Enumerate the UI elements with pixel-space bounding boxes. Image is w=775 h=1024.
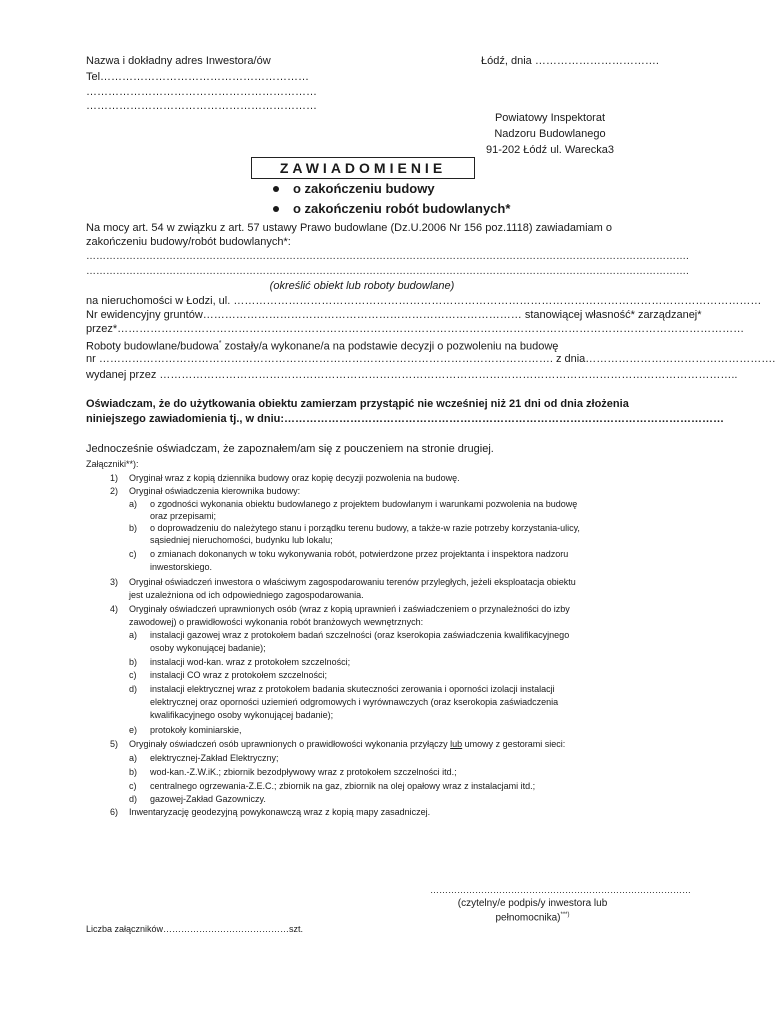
attachment-item-2b-line-2: sąsiedniej nieruchomości, budynku lub lokalu; — [150, 535, 333, 545]
object-dots-line-2: ………………………………………………………………………………………………………………………………………………………………. — [86, 266, 689, 277]
sub-item-letter: a) — [129, 630, 138, 640]
sub-item-letter: e) — [129, 725, 138, 735]
investor-name-label: Nazwa i dokładny adres Inwestora/ów — [86, 55, 271, 67]
intro-line-1: Na mocy art. 54 w związku z art. 57 ustawy Prawo budowlane (Dz.U.2006 Nr 156 poz.1118) zawiadamiam o — [86, 222, 612, 234]
addressee-line-1: Powiatowy Inspektorat — [494, 112, 606, 124]
attachment-item-5a: elektrycznej-Zakład Elektryczny; — [150, 753, 279, 763]
attachment-item-5-or: lub — [450, 739, 463, 749]
attachment-item-4a-line-1: instalacji gazowej wraz z protokołem badań szczelności (oraz kserokopia zaświadczenia kwalifikacyjnego — [150, 630, 570, 640]
bullet-label: o zakończeniu robót budowlanych* — [293, 201, 511, 216]
addressee-line-2: Nadzoru Budowlanego — [494, 128, 606, 140]
sub-item-letter: d) — [129, 684, 138, 694]
attachment-number: 5) — [110, 739, 119, 749]
location-field: na nieruchomości w Łodzi, ul. ……………………………………………………………………………………………………………………………… — [86, 295, 762, 307]
object-dots-line-1: ………………………………………………………………………………………………………………………………………………………………. — [86, 251, 689, 262]
attachment-item-2c-line-1: o zmianach dokonanych w toku wykonywania robót, potwierdzone przez projektanta i inspektora nadzoru — [150, 549, 569, 559]
attachment-item-4b: instalacji wod-kan. wraz z protokołem szczelności; — [150, 657, 351, 667]
signature-line: …………………………………………………………………………… — [430, 885, 691, 895]
attachment-number: 3) — [110, 577, 119, 587]
signature-footnote-mark: ***) — [560, 912, 570, 918]
sub-item-letter: c) — [129, 781, 137, 791]
attachment-item-2c-line-2: inwestorskiego. — [150, 562, 213, 572]
attachment-item-4a-line-2: osoby wykonującej badanie); — [150, 643, 266, 653]
works-basis-text: zostały/a wykonane/a na podstawie decyzji o pozwoleniu na budowę — [221, 340, 559, 353]
signature-caption-line-2 — [430, 909, 635, 924]
bullet-construction-completion — [273, 180, 435, 198]
managed-by-field: przez*……………………………………………………………………………………………………………………………………………………… — [86, 323, 745, 335]
attachment-item-4d-line-2: elektrycznej oraz oporności uziemień odgromowych i wyrównawczych (oraz kserokopia zaświadczenia — [150, 697, 559, 707]
attachment-number: 2) — [110, 486, 119, 496]
sub-item-letter: d) — [129, 794, 138, 804]
signature-caption-text: pełnomocnika) — [495, 912, 561, 924]
attachment-item-4-line-2: zawodowej) o prawidłowości wykonania robót branżowych wewnętrznych: — [129, 617, 424, 627]
attachment-item-2b-line-1: o doprowadzeniu do należytego stanu i porządku terenu budowy, a także-w razie potrzeby korzystania-ulicy, — [150, 523, 580, 533]
attachment-item-4d-line-1: instalacji elektrycznej wraz z protokołem badania skuteczności zerowania i oporności izolacji instalacji — [150, 684, 555, 694]
works-footnote-mark: * — [218, 340, 222, 347]
parcel-field: Nr ewidencyjny gruntów…………………………………………………………………………… stanowiącej własność* zarządzanej* — [86, 309, 702, 321]
object-hint: (określić obiekt lub roboty budowlane) — [269, 280, 455, 292]
attachment-item-6: Inwentaryzację geodezyjną powykonawczą wraz z kopią mapy zasadniczej. — [129, 807, 431, 817]
intro-line-2: zakończeniu budowy/robót budowlanych*: — [86, 236, 291, 248]
permit-number-field: nr ……………………………………………………………………………………………………………. z dnia……………………………………………. — [86, 353, 775, 365]
place-date: Łódź, dnia ……………………………. — [481, 55, 659, 67]
sub-item-letter: c) — [129, 670, 137, 680]
statement-text: Jednocześnie oświadczam, że zapoznałem/am się z pouczeniem na stronie drugiej. — [86, 443, 494, 455]
declaration-line-2: niniejszego zawiadomienia tj., w dniu:………………………………………………………………………………………………………… — [86, 413, 725, 425]
sub-item-letter: c) — [129, 549, 137, 559]
attachment-item-5b: wod-kan.-Z.W.iK.; zbiornik bezodpływowy wraz z protokołem szczelności itd.; — [150, 767, 457, 777]
sub-item-letter: a) — [129, 499, 138, 509]
document-title: ZAWIADOMIENIE — [251, 157, 475, 179]
sub-item-letter: b) — [129, 657, 138, 667]
declaration-line-1: Oświadczam, że do użytkowania obiektu zamierzam przystąpić nie wcześniej niż 21 dni od dnia złożenia — [86, 398, 629, 410]
attachment-item-1: Oryginał wraz z kopią dziennika budowy oraz kopię decyzji pozwolenia na budowę. — [129, 473, 460, 483]
attachment-item-4e: protokoły kominiarskie, — [150, 725, 242, 735]
attachment-item-5 — [129, 738, 565, 750]
attachment-number: 6) — [110, 807, 119, 817]
attachment-count: Liczba załączników……………………………………szt. — [86, 924, 304, 934]
attachment-item-3-line-1: Oryginał oświadczeń inwestora o właściwym zagospodarowaniu terenów przyległych, jeżeli eksploatacja obiektu — [129, 577, 576, 587]
addressee-line-3: 91-202 Łódź ul. Warecka3 — [486, 144, 614, 156]
sub-item-letter: b) — [129, 767, 138, 777]
attachment-item-2a-line-1: o zgodności wykonania obiektu budowlanego z projektem budowlanym i warunkami pozwolenia na budowę — [150, 499, 578, 509]
bullet-label: o zakończeniu budowy — [293, 181, 435, 196]
address-dots-line-1: ……………………………………………………… — [86, 86, 317, 98]
attachment-number: 1) — [110, 473, 119, 483]
works-type-label: Roboty budowlane/budowa — [86, 340, 219, 353]
attachment-item-5c: centralnego ogrzewania-Z.E.C.; zbiornik na gaz, zbiornik na olej opałowy wraz z instalacjami itd.; — [150, 781, 536, 791]
attachment-item-5-text-b: umowy z gestorami sieci: — [462, 739, 566, 749]
attachment-number: 4) — [110, 604, 119, 614]
attachment-item-2: Oryginał oświadczenia kierownika budowy: — [129, 486, 301, 496]
attachment-item-4d-line-3: kwalifikacyjnego osoby wykonującej badanie); — [150, 710, 334, 720]
sub-item-letter: a) — [129, 753, 138, 763]
bullet-works-completion — [273, 200, 510, 218]
attachment-item-2a-line-2: oraz przepisami; — [150, 511, 217, 521]
attachment-item-5d: gazowej-Zakład Gazowniczy. — [150, 794, 266, 804]
bullet-dot-icon — [273, 186, 279, 192]
address-dots-line-2: ……………………………………………………… — [86, 100, 317, 112]
attachment-item-3-line-2: jest uzależniona od ich odpowiedniego zagospodarowania. — [129, 590, 364, 600]
tel-line: Tel………………………………………………… — [86, 71, 310, 83]
attachments-label: Załączniki**): — [86, 459, 139, 469]
attachment-item-4c: instalacji CO wraz z protokołem szczelności; — [150, 670, 328, 680]
bullet-dot-icon — [273, 206, 279, 212]
attachment-item-5-text-a: Oryginały oświadczeń osób uprawnionych o prawidłowości wykonania przyłączy — [129, 739, 451, 749]
sub-item-letter: b) — [129, 523, 138, 533]
issued-by-field: wydanej przez ………………………………………………………………………………………………………………………………………….. — [86, 369, 738, 381]
attachment-item-4-line-1: Oryginały oświadczeń uprawnionych osób (wraz z kopią uprawnień i zaświadczeniem o przynależności do izby — [129, 604, 570, 614]
signature-caption-line-1: (czytelny/e podpis/y inwestora lub — [457, 898, 608, 909]
